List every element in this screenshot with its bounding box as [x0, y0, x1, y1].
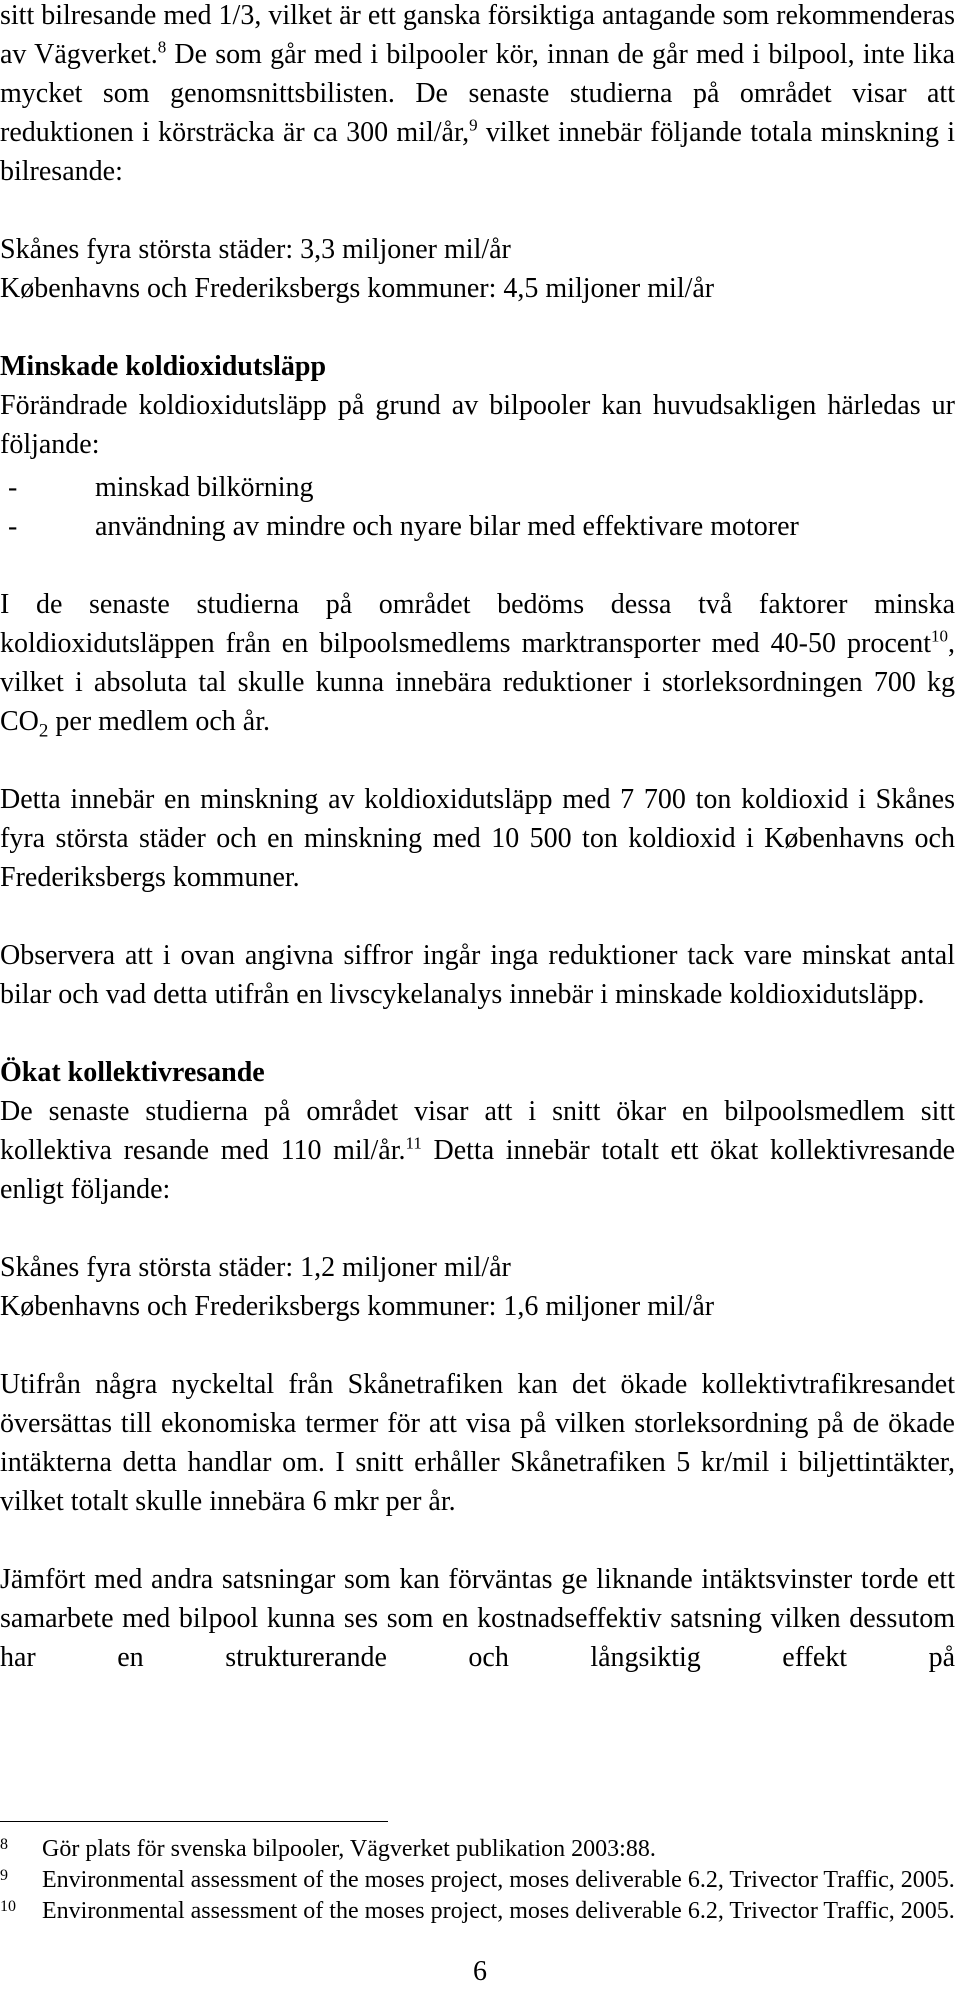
stat-skane-kollektiv: Skånes fyra största städer: 1,2 miljoner mil/år: [0, 1252, 511, 1283]
stat-kbh-kollektiv: Københavns och Frederiksbergs kommuner: 1,6 miljoner mil/år: [0, 1291, 715, 1322]
stat-kbh-bil: Københavns och Frederiksbergs kommuner: 4,5 miljoner mil/år: [0, 273, 715, 304]
paragraph-jamfort: Jämfört med andra satsningar som kan förväntas ge liknande intäktsvinster torde ett samarbete med bilpool kunna ses som en kostnadseffektiv satsning vilken dessutom har en strukturerande och långsiktig effekt på: [0, 1564, 955, 1673]
co2-subscript: 2: [38, 720, 49, 742]
footnote-separator: [0, 1821, 388, 1822]
stat-skane-bil: Skånes fyra största städer: 3,3 miljoner mil/år: [0, 234, 511, 265]
footnote-8: 8 Gör plats för svenska bilpooler, Vägverket publikation 2003:88.: [0, 1836, 656, 1862]
footnote-ref-8[interactable]: 8: [157, 37, 167, 57]
co2-factor-list: [0, 468, 960, 546]
footnote-ref-11[interactable]: 11: [405, 1133, 422, 1153]
paragraph-kollektiv: De senaste studierna på området visar att i snitt ökar en bilpoolsmedlem sitt kollektiva resande med 110 mil/år.$^{11}$ Detta innebär totalt ett ökat kollektivresande enligt följande:: [0, 1096, 955, 1205]
page-number: 6: [473, 1956, 487, 1987]
paragraph-observera: Observera att i ovan angivna siffror ingår inga reduktioner tack vare minskat antal bilar och vad detta utifrån en livscykelanalys innebär i minskade koldioxidutsläpp.: [0, 940, 955, 1010]
footnote-ref-10[interactable]: 10: [931, 626, 948, 646]
paragraph-detta: Detta innebär en minskning av koldioxidutsläpp med 7 700 ton koldioxid i Skånes fyra största städer och en minskning med 10 500 ton koldioxid i Københavns och Frederiksbergs kommuner.: [0, 784, 955, 893]
list-item: - användning av mindre och nyare bilar med effektivare motorer: [8, 511, 799, 542]
heading-co2: Minskade koldioxidutsläpp: [0, 351, 327, 382]
footnote-ref-9[interactable]: 9: [469, 115, 478, 135]
footnote-9: 9 Environmental assessment of the moses project, moses deliverable 6.2, Trivector Traffic, 2005.: [0, 1867, 955, 1893]
heading-kollektiv: Ökat kollektivresande: [0, 1057, 265, 1088]
footnotes: [0, 1834, 960, 1927]
paragraph-bilresande: sitt bilresande med 1/3, vilket är ett ganska försiktiga antagande som rekommenderas av Vägverket.$^8$ De som går med i bilpooler kör, innan de går med i bilpool, inte lika mycket som genomsnittsbilisten. De senaste studierna på området visar att reduktionen i körsträcka är ca 300 mil/år,$^9$ vilket innebär följande totala minskning i bilresande:: [0, 0, 955, 187]
paragraph-utifran: Utifrån några nyckeltal från Skånetrafiken kan det ökade kollektivtrafikresandet översättas till ekonomiska termer för att visa på vilken storleksordning på de ökade intäkterna detta handlar om. I snitt erhåller Skånetrafiken 5 kr/mil i biljettintäkter, vilket totalt skulle innebära 6 mkr per år.: [0, 1369, 955, 1517]
list-item: - minskad bilkörning: [8, 472, 314, 503]
paragraph-co2-intro: Förändrade koldioxidutsläpp på grund av bilpooler kan huvudsakligen härledas ur följande:: [0, 390, 955, 460]
paragraph-co2-reduction: I de senaste studierna på området bedöms dessa två faktorer minska koldioxidutsläppen från en bilpoolsmedlems marktransporter med 40-50 procent$^{10}$, vilket i absoluta tal skulle kunna innebära reduktioner i storleksordningen 700 kg $CO_2$ per medlem och år.: [0, 589, 955, 742]
footnote-10: 10 Environmental assessment of the moses project, moses deliverable 6.2, Trivector Traffic, 2005.: [0, 1898, 955, 1924]
